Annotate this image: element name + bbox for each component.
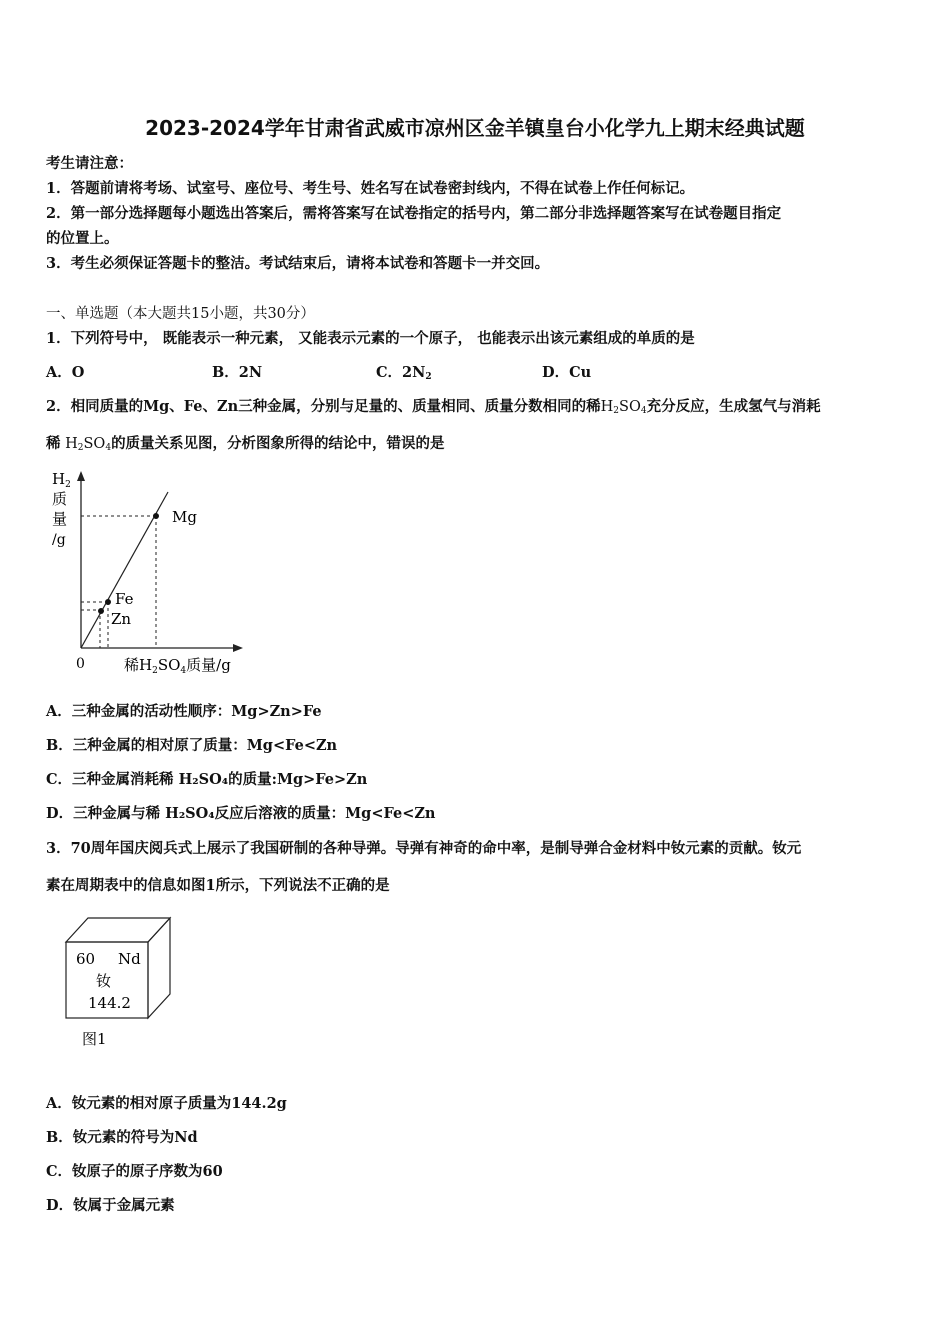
- q3-option-c: C．钕原子的原子序数为60: [46, 1163, 223, 1180]
- chart-xlabel: 稀$H_2SO_4$质量/g: [124, 656, 231, 676]
- q3-stem-line1: 3．70周年国庆阅兵式上展示了我国研制的各种导弹。导弹有神奇的命中率，是制导弹合金材料中钕元素的贡献。钕元: [46, 840, 802, 857]
- notice-heading: 考生请注意：: [46, 155, 133, 172]
- chart-ylabel-3: 量: [52, 510, 68, 528]
- chart-label-fe: Fe: [115, 590, 134, 608]
- q2-stem-line1: 2．相同质量的Mg、Fe、Zn三种金属，分别与足量的、质量相同、质量分数相同的稀$H_2SO_4$充分反应，生成氢气与消耗: [46, 398, 821, 416]
- q2-option-b: B．三种金属的相对原了质量：Mg<Fe<Zn: [46, 737, 338, 754]
- q1-option-c: C．$2N_2$: [376, 364, 432, 382]
- q2-option-d: D．三种金属与稀 H₂SO₄反应后溶液的质量：Mg<Fe<Zn: [46, 805, 436, 822]
- figure-caption: 图1: [82, 1030, 107, 1048]
- element-number: 60: [76, 950, 96, 968]
- element-mass: 144.2: [88, 994, 131, 1012]
- q3-option-d: D．钕属于金属元素: [46, 1197, 175, 1214]
- notice-item-2: 2．第一部分选择题每小题选出答案后，需将答案写在试卷指定的括号内，第二部分非选择题答案写在试卷题目指定: [46, 205, 782, 222]
- q3-option-b: B．钕元素的符号为Nd: [46, 1129, 198, 1146]
- notice-item-2-cont: 的位置上。: [46, 230, 119, 247]
- notice-item-3: 3．考生必须保证答题卡的整洁。考试结束后，请将本试卷和答题卡一并交回。: [46, 255, 550, 272]
- page-title: 2023-2024学年甘肃省武威市凉州区金羊镇皇台小化学九上期末经典试题: [145, 116, 805, 140]
- chart-ylabel-h2: $H_2$: [52, 470, 71, 490]
- q3-element-box: [60, 914, 180, 1054]
- element-symbol: Nd: [118, 950, 141, 968]
- q2-option-c: C．三种金属消耗稀 H₂SO₄的质量:Mg>Fe>Zn: [46, 771, 368, 788]
- q3-stem-line2: 素在周期表中的信息如图1所示，下列说法不正确的是: [46, 877, 390, 894]
- q2-chart: [44, 462, 254, 680]
- q1-option-b: B．2N: [212, 364, 263, 381]
- q3-option-a: A．钕元素的相对原子质量为144.2g: [46, 1095, 287, 1112]
- q2-option-a: A．三种金属的活动性顺序：Mg>Zn>Fe: [46, 703, 322, 720]
- chart-origin: 0: [76, 656, 85, 672]
- chart-ylabel-4: /g: [52, 532, 66, 548]
- section-heading: 一、单选题（本大题共15小题，共30分）: [46, 306, 315, 322]
- q1-stem: 1．下列符号中， 既能表示一种元素， 又能表示元素的一个原子， 也能表示出该元素组成的单质的是: [46, 330, 695, 347]
- q2-stem-line2: 稀 $H_2SO_4$的质量关系见图，分析图象所得的结论中，错误的是: [46, 435, 445, 453]
- notice-item-1: 1．答题前请将考场、试室号、座位号、考生号、姓名写在试卷密封线内，不得在试卷上作任何标记。: [46, 180, 695, 197]
- chart-label-mg: Mg: [172, 508, 197, 526]
- chart-label-zn: Zn: [111, 610, 132, 628]
- chart-ylabel-2: 质: [52, 490, 68, 508]
- q1-option-a: A．O: [46, 364, 85, 381]
- element-name: 钕: [96, 972, 112, 990]
- q1-options: [46, 361, 906, 381]
- q1-option-d: D．Cu: [542, 364, 592, 381]
